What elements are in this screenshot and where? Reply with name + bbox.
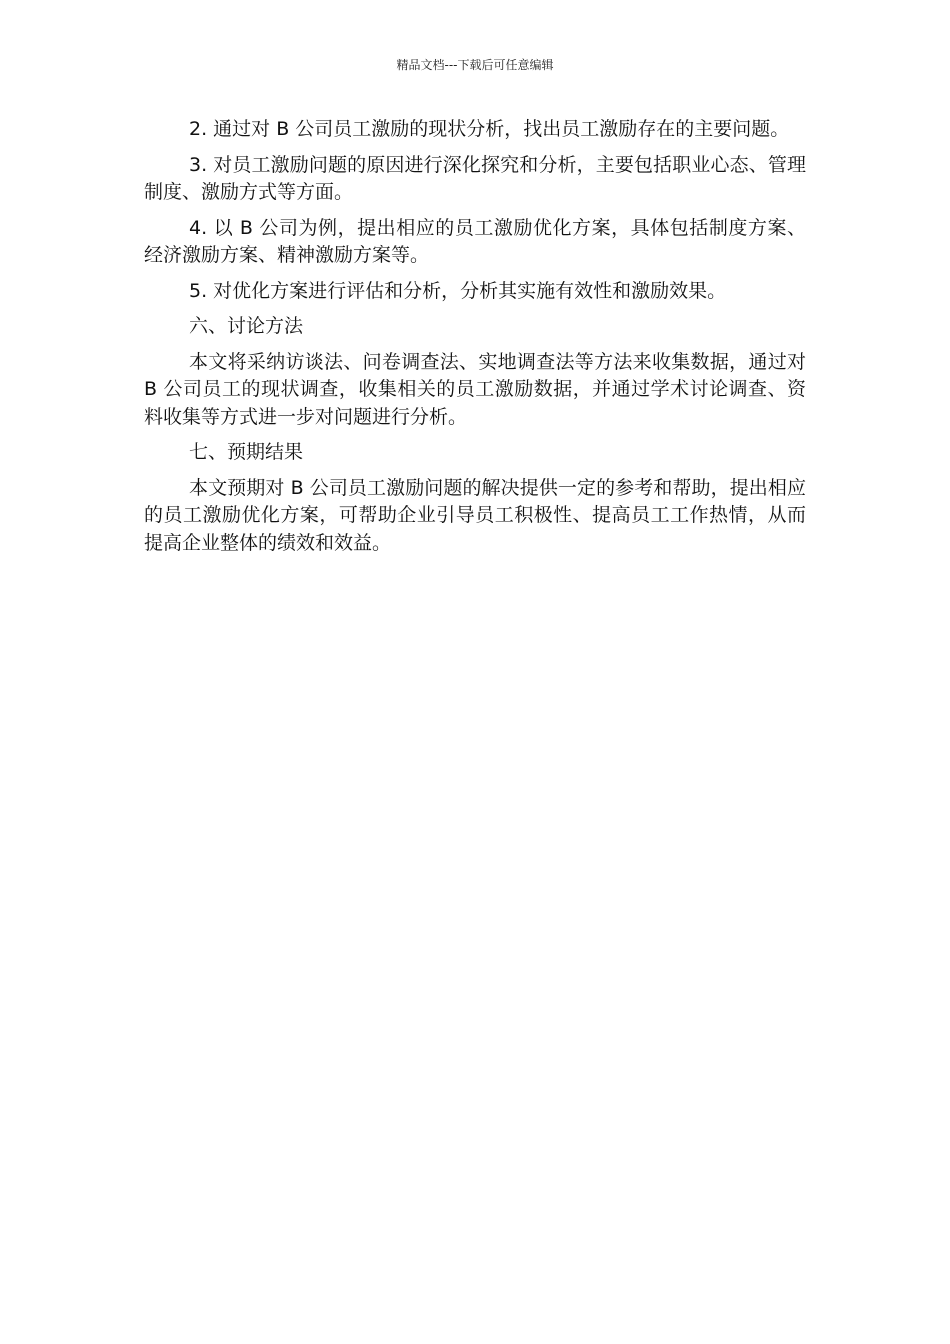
section-heading-discussion-method: 六、讨论方法 [189,315,304,337]
section-heading-expected-results: 七、预期结果 [189,441,304,463]
list-item-5: 5. 对优化方案进行评估和分析，分析其实施有效性和激励效果。 [189,279,727,302]
list-item-2: 2. 通过对 B 公司员工激励的现状分析，找出员工激励存在的主要问题。 [189,118,790,140]
paragraph-discussion-method: 本文将采纳访谈法、问卷调查法、实地调查法等方法来收集数据，通过对 B 公司员工的现状调查，收集相关的员工激励数据，并通过学术讨论调查、资料收集等方式进一步对问题进行分析。 [144,350,806,428]
list-item-3: 3. 对员工激励问题的原因进行深化探究和分析，主要包括职业心态、管理制度、激励方式等方面。 [144,153,806,203]
document-body [144,116,806,565]
paragraph-expected-results: 本文预期对 B 公司员工激励问题的解决提供一定的参考和帮助，提出相应的员工激励优化方案，可帮助企业引导员工积极性、提高员工工作热情，从而提高企业整体的绩效和效益。 [144,476,806,554]
list-item-4: 4. 以 B 公司为例，提出相应的员工激励优化方案，具体包括制度方案、经济激励方案、精神激励方案等。 [144,216,806,266]
page-header: 精品文档---下载后可任意编辑 [396,58,554,72]
